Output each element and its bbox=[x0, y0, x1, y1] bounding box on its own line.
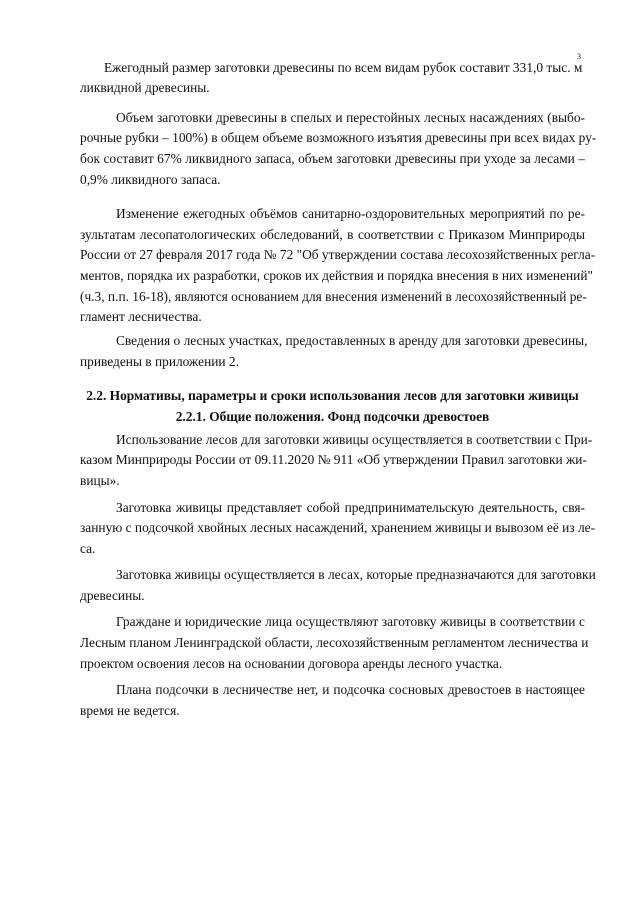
paragraph-5-line-1: Использование лесов для заготовки живицы осуществляется в соответствии с При- bbox=[116, 432, 593, 447]
paragraph-6-line-2: занную с подсочкой хвойных лесных насаждений, хранением живицы и вывозом её из ле- bbox=[80, 520, 596, 535]
paragraph-5-line-3: вицы». bbox=[80, 473, 120, 488]
paragraph-2-line-4: 0,9% ликвидного запаса. bbox=[80, 172, 221, 187]
paragraph-4-line-2: приведены в приложении 2. bbox=[80, 354, 239, 369]
paragraph-3-line-5: (ч.3, п.п. 16-18), являются основанием для внесения изменений в лесохозяйственный ре- bbox=[80, 289, 587, 304]
paragraph-8-line-1: Граждане и юридические лица осуществляют заготовку живицы в соответствии с bbox=[116, 614, 585, 629]
paragraph-3-line-2: зультатам лесопатологических обследований, в соответствии с Приказом Минприроды bbox=[80, 227, 585, 242]
subsection-heading: 2.2.1. Общие положения. Фонд подсочки древостоев bbox=[175, 409, 490, 424]
paragraph-8-line-2: Лесным планом Ленинградской области, лесохозяйственным регламентом лесничества и bbox=[80, 635, 589, 650]
section-heading: 2.2. Нормативы, параметры и сроки использования лесов для заготовки живицы bbox=[86, 388, 579, 403]
paragraph-2-line-1: Объем заготовки древесины в спелых и перестойных лесных насаждениях (выбо- bbox=[116, 110, 585, 125]
paragraph-8-line-3: проектом освоения лесов на основании договора аренды лесного участка. bbox=[80, 656, 503, 671]
paragraph-3-line-3: России от 27 февраля 2017 года № 72 "Об утверждении состава лесохозяйственных регла- bbox=[80, 247, 596, 262]
paragraph-3-line-1: Изменение ежегодных объёмов санитарно-оздоровительных мероприятий по ре- bbox=[116, 206, 585, 221]
document-page: Ежегодный размер заготовки древесины по всем видам рубок составит 331,0 тыс. м 3 ликвидной древесины. Объем заготовки древесины в спелых и перестойных лесных насаждениях (выбо- рочные рубки – 100%) в общем объеме возможного изъятия древесины при всех видах ру- бок составит 67% ликвидного запаса, объем заготовки древесины при уходе за лесами – 0,9% ликвидного запаса. Изменение ежегодных объёмов санитарно-оздоровительных мероприятий по ре- зультатам лесопатологических обследований, в соответствии с Приказом Минприроды России от 27 февраля 2017 года № 72 "Об утверждении состава лесохозяйственных регла- ментов, порядка их разработки, сроков их действия и порядка внесения в них изменений" (ч.3, п.п. 16-18), являются основанием для внесения изменений в лесохозяйственный ре- гламент лесничества. Сведения о лесных участках, предоставленных в аренду для заготовки древесины, приведены в приложении 2. 2.2. Нормативы, параметры и сроки использования лесов для заготовки живицы 2.2.1. Общие положения. Фонд подсочки древостоев Использование лесов для заготовки живицы осуществляется в соответствии с При- казом Минприроды России от 09.11.2020 № 911 «Об утверждении Правил заготовки жи- вицы». Заготовка живицы представляет собой предпринимательскую деятельность, свя- занную с подсочкой хвойных лесных насаждений, хранением живицы и вывозом её из ле- са. Заготовка живицы осуществляется в лесах, которые предназначаются для заготовки древесины. Граждане и юридические лица осуществляют заготовку живицы в соответствии с Лесным планом Ленинградской области, лесохозяйственным регламентом лесничества и проектом освоения лесов на основании договора аренды лесного участка. Плана подсочки в лесничестве нет, и подсочка сосновых древостоев в настоящее время не ведется. bbox=[80, 52, 597, 718]
paragraph-7-line-2: древесины. bbox=[80, 588, 145, 603]
paragraph-4-line-1: Сведения о лесных участках, предоставленных в аренду для заготовки древесины, bbox=[116, 333, 588, 348]
paragraph-3-line-6: гламент лесничества. bbox=[80, 309, 202, 324]
paragraph-6-line-3: са. bbox=[80, 541, 96, 556]
paragraph-2-line-2: рочные рубки – 100%) в общем объеме возможного изъятия древесины при всех видах ру- bbox=[80, 130, 597, 145]
paragraph-5-line-2: казом Минприроды России от 09.11.2020 № 911 «Об утверждении Правил заготовки жи- bbox=[80, 452, 587, 467]
paragraph-1-line-2: ликвидной древесины. bbox=[80, 80, 210, 95]
paragraph-2-line-3: бок составит 67% ликвидного запаса, объем заготовки древесины при уходе за лесами – bbox=[80, 151, 585, 166]
text-span: Ежегодный размер заготовки древесины по всем видам рубок составит 331,0 тыс. м bbox=[104, 60, 583, 75]
paragraph-6-line-1: Заготовка живицы представляет собой предпринимательскую деятельность, свя- bbox=[116, 500, 585, 515]
paragraph-3-line-4: ментов, порядка их разработки, сроков их действия и порядка внесения в них изменений" bbox=[80, 268, 593, 283]
paragraph-9-line-2: время не ведется. bbox=[80, 703, 180, 718]
paragraph-9-line-1: Плана подсочки в лесничестве нет, и подсочка сосновых древостоев в настоящее bbox=[116, 682, 585, 697]
paragraph-1-line-1 bbox=[104, 60, 583, 76]
paragraph-7-line-1: Заготовка живицы осуществляется в лесах, которые предназначаются для заготовки bbox=[116, 567, 596, 582]
